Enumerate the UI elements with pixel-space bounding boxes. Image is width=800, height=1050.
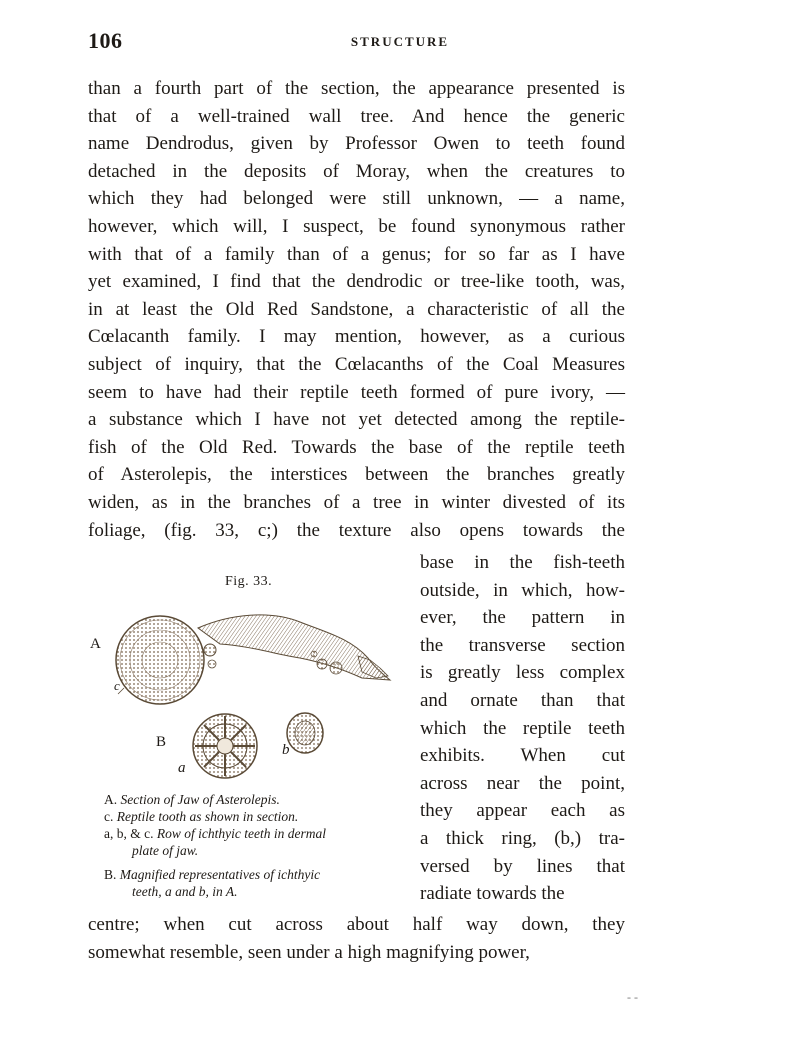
caption-line (104, 825, 326, 842)
text-line: across near the point, (420, 772, 625, 794)
caption-line (132, 842, 198, 859)
text-line: is greatly less complex (420, 662, 625, 684)
text-line: subject of inquiry, that the Cœlacanths of the Coal Measures (88, 354, 625, 375)
magnified-tooth-a (193, 714, 257, 778)
text-line: Cœlacanth family. I may mention, however, as a curious (88, 326, 625, 348)
caption-text: Section of Jaw of Asterolepis. (120, 792, 280, 807)
caption-line (104, 791, 280, 808)
text-line: versed by lines that (420, 855, 625, 877)
text-line: which the reptile teeth (420, 717, 625, 739)
figure-label-a-upper: A (90, 636, 101, 652)
page-number: 106 (88, 28, 123, 53)
caption-text: teeth, a and b, in A. (132, 884, 238, 899)
text-line: a thick ring, (b,) tra- (420, 828, 625, 849)
text-line: fish of the Old Red. Towards the base of the reptile teeth (88, 436, 625, 458)
text-line: however, which will, I suspect, be found synonymous rather (88, 216, 625, 237)
magnified-tooth-b (287, 713, 323, 753)
text-line: yet examined, I find that the dendrodic or tree-like tooth, was, (88, 271, 625, 293)
figure-label-c: c (114, 678, 120, 693)
text-line: ever, the pattern in (420, 607, 625, 629)
figure-label-a-lower: a (178, 760, 186, 776)
caption-key: B. (104, 867, 120, 882)
caption-text: plate of jaw. (132, 843, 199, 858)
caption-key: c. (104, 809, 117, 824)
text-line: in at least the Old Red Sandstone, a characteristic of all the (88, 298, 625, 320)
caption-line (132, 883, 238, 900)
caption-text: Row of ichthyic teeth in dermal (156, 826, 326, 841)
caption-line (104, 808, 298, 825)
text-line: outside, in which, how- (420, 579, 625, 601)
text-line: centre; when cut across about half way down, they (88, 914, 625, 935)
text-line: than a fourth part of the section, the appearance presented is (88, 78, 625, 99)
figure-label-b-upper: B (156, 734, 167, 750)
jaw-section-a (116, 615, 390, 704)
caption-key: A. (104, 792, 121, 807)
text-line: which they had belonged were still unknown, — a name, (88, 188, 625, 210)
text-line: and ornate than that (420, 690, 625, 711)
text-line: they appear each as (420, 800, 625, 822)
text-line: detached in the deposits of Moray, when the creatures to (88, 160, 625, 182)
text-line: base in the fish-teeth (420, 552, 625, 573)
caption-text: Reptile tooth as shown in section. (116, 809, 299, 824)
caption-line (104, 866, 320, 883)
text-line: that of a well-trained wall tree. And hence the generic (88, 105, 625, 127)
text-line: exhibits. When cut (420, 745, 625, 767)
caption-text: Magnified representatives of ichthyic (119, 867, 321, 882)
figure-title: Fig. 33. (225, 574, 273, 589)
text-line: the transverse section (420, 634, 625, 656)
text-line: foliage, (fig. 33, c;) the texture also opens towards the (88, 519, 625, 541)
decorative-mark: - - (627, 990, 638, 1004)
text-line: widen, as in the branches of a tree in winter divested of its (88, 492, 625, 513)
figure-label-b-lower: b (282, 742, 290, 758)
text-line: seem to have had their reptile teeth formed of pure ivory, — (88, 381, 625, 403)
fossil-figure-illustration (100, 598, 400, 788)
text-line: with that of a family than of a genus; for so far as I have (88, 243, 625, 265)
caption-key: a, b, & c. (104, 826, 157, 841)
text-line: somewhat resemble, seen under a high magnifying power, (88, 942, 530, 963)
text-line: of Asterolepis, the interstices between the branches greatly (88, 464, 625, 486)
text-line: a substance which I have not yet detected among the reptile- (88, 409, 625, 431)
text-line: radiate towards the (420, 883, 565, 905)
running-title: STRUCTURE (350, 34, 450, 49)
text-line: name Dendrodus, given by Professor Owen to teeth found (88, 133, 625, 155)
